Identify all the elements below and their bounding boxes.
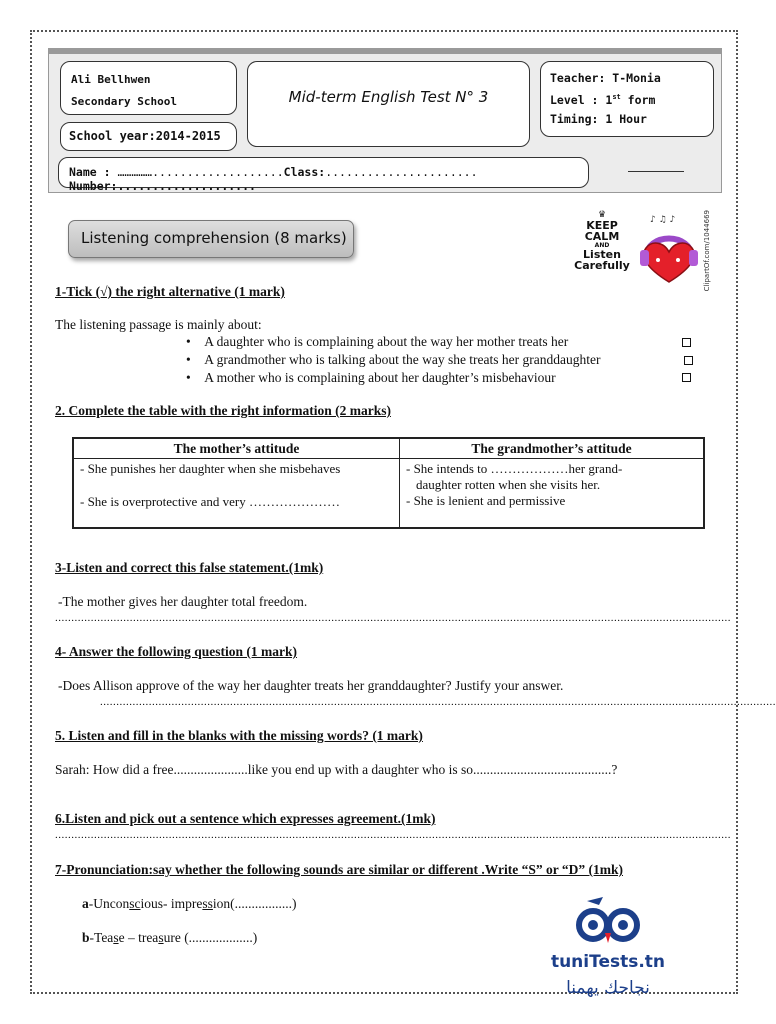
keep-calm-badge: ♛ KEEP CALM AND Listen Carefully: [566, 210, 638, 271]
q4-question: -Does Allison approve of the way her daughter treats her granddaughter? Justify your answer.: [58, 678, 564, 693]
number-label: Number:: [69, 179, 118, 193]
q1-option-2: • A grandmother who is talking about the way she treats her granddaughter: [186, 352, 601, 367]
name-label: Name :: [69, 165, 111, 179]
q3-title: 3-Listen and correct this false statement.(1mk): [55, 560, 324, 575]
class-field[interactable]: ......................: [325, 165, 478, 179]
q7-item-a[interactable]: a-Unconscious- impression(.................): [82, 896, 297, 911]
signature-line: [628, 171, 684, 172]
q3-answer-line[interactable]: ................................................................................................................................................................................................................: [55, 612, 731, 624]
q7-item-b[interactable]: b-Tease – treasure (...................): [82, 930, 258, 945]
q6-answer-line[interactable]: ................................................................................................................................................................................................................: [55, 829, 731, 841]
name-field[interactable]: ……………...................: [117, 165, 284, 179]
q1-checkbox-2[interactable]: [684, 356, 693, 365]
section-title: Listening comprehension (8 marks): [68, 220, 354, 258]
clipart-credit: ClipartOf.com/1044669: [703, 210, 711, 292]
student-info-box: [58, 157, 589, 193]
q6-title: 6.Listen and pick out a sentence which expresses agreement.(1mk): [55, 811, 436, 826]
number-field[interactable]: ....................: [117, 179, 256, 193]
table-row: - She punishes her daughter when she misbehaves: [80, 461, 341, 476]
q5-sentence[interactable]: Sarah: How did a free......................like you end up with a daughter who is so.........................................?: [55, 762, 618, 777]
mother-attitude-cell: [73, 459, 400, 529]
q4-title: 4- Answer the following question (1 mark): [55, 644, 298, 659]
teacher-name: Teacher: T-Monia: [550, 71, 661, 85]
table-header-mother: The mother’s attitude: [73, 438, 400, 459]
arabic-slogan: نجاحك يهمنا: [566, 978, 650, 998]
table-row: daughter rotten when she visits her.: [416, 477, 601, 492]
heart-headphones-icon: [636, 210, 702, 286]
school-year: School year:2014-2015: [60, 122, 237, 151]
q7-title: 7-Pronunciation:say whether the following sounds are similar or different .Write “S” or “D” (1mk): [55, 862, 623, 877]
school-box: [60, 61, 237, 115]
q1-checkbox-3[interactable]: [682, 373, 691, 382]
school-name: Ali Bellhwen: [71, 73, 151, 86]
q1-title: 1-Tick (√) the right alternative (1 mark): [55, 284, 285, 299]
table-header-grandmother: The grandmother’s attitude: [400, 438, 705, 459]
q1-option-1: • A daughter who is complaining about the way her mother treats her: [186, 334, 569, 349]
class-label: Class:: [283, 165, 326, 179]
level: Level : 1st form: [550, 92, 656, 107]
table-row[interactable]: - She is overprotective and very …………………: [80, 494, 340, 509]
school-type: Secondary School: [71, 95, 177, 108]
grandmother-attitude-cell: [400, 459, 705, 529]
q1-checkbox-1[interactable]: [682, 338, 691, 347]
svg-text:♪ ♫ ♪: ♪ ♫ ♪: [650, 215, 676, 225]
q1-intro: The listening passage is mainly about:: [55, 317, 262, 332]
q4-answer-line[interactable]: ................................................................................................................................................................................................................: [100, 696, 776, 708]
timing: Timing: 1 Hour: [550, 111, 647, 126]
table-row: - She is lenient and permissive: [406, 493, 566, 508]
crown-icon: ♛: [597, 210, 607, 220]
q3-statement: -The mother gives her daughter total freedom.: [58, 594, 308, 609]
test-title: Mid-term English Test N° 3: [288, 88, 489, 106]
q1-option-3: • A mother who is complaining about her daughter’s misbehaviour: [186, 370, 556, 385]
owl-logo-icon: [573, 897, 643, 945]
table-row[interactable]: - She intends to ………………her grand-: [406, 461, 623, 476]
tunitests-logo: [548, 897, 668, 1007]
teacher-box: [540, 61, 714, 137]
test-title-box: [247, 61, 530, 147]
q5-title: 5. Listen and fill in the blanks with the missing words? (1 mark): [55, 728, 423, 743]
attitude-table: [72, 437, 705, 529]
brand-name: tuniTests.tn: [550, 952, 666, 972]
q2-title: 2. Complete the table with the right information (2 marks): [55, 403, 391, 418]
